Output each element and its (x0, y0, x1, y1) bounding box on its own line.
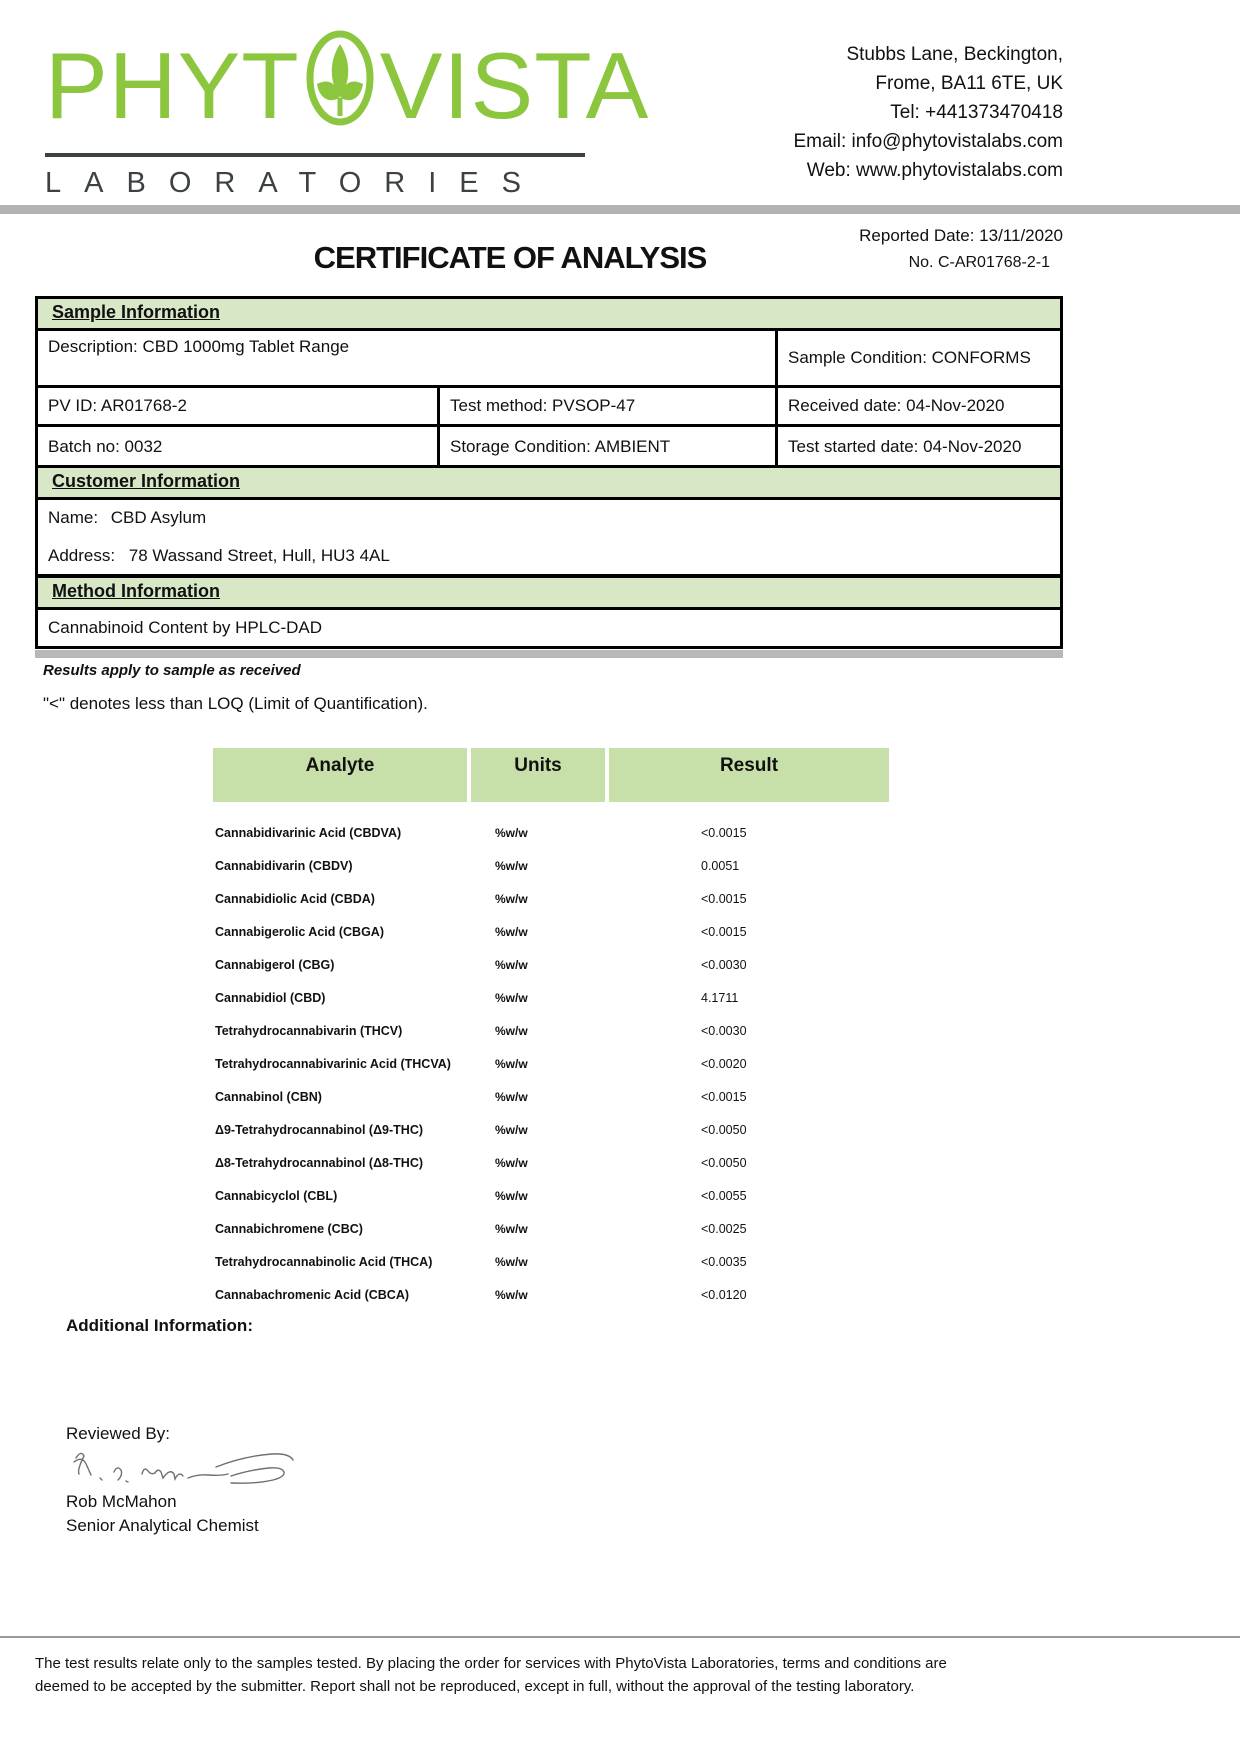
units-cell: %w/w (495, 1155, 528, 1170)
customer-name-line (48, 508, 206, 528)
result-cell: <0.0050 (701, 1155, 747, 1170)
analyte-cell: Cannabidiol (CBD) (215, 990, 326, 1005)
sample-batch-row (38, 427, 1060, 466)
table-row (213, 1047, 889, 1080)
analyte-cell: Tetrahydrocannabivarin (THCV) (215, 1023, 403, 1038)
phytovista-logo (45, 28, 650, 200)
test-started-date: Test started date: 04-Nov-2020 (788, 436, 1022, 456)
table-row (213, 981, 889, 1014)
pv-id: PV ID: AR01768-2 (38, 388, 440, 424)
result-cell: 4.1711 (701, 990, 739, 1005)
units-cell: %w/w (495, 1254, 528, 1269)
sample-information-box (35, 296, 1063, 469)
analyte-cell: Tetrahydrocannabivarinic Acid (THCVA) (215, 1056, 451, 1071)
analyte-cell: Cannabachromenic Acid (CBCA) (215, 1287, 410, 1302)
logo-text-part2: VISTA (379, 32, 650, 138)
analyte-cell: Δ9-Tetrahydrocannabinol (Δ9-THC) (215, 1122, 424, 1137)
customer-address-label: Address: (48, 546, 116, 565)
result-cell: <0.0030 (701, 957, 747, 972)
contact-address-line1: Stubbs Lane, Beckington, (846, 44, 1063, 65)
logo-subtitle: LABORATORIES (45, 167, 544, 199)
units-cell: %w/w (495, 1287, 528, 1302)
footer-line1: The test results relate only to the samples tested. By placing the order for services with PhytoVista Laboratories, terms and conditions are (35, 1655, 947, 1672)
document-title: CERTIFICATE OF ANALYSIS (313, 240, 707, 275)
contact-email: Email: info@phytovistalabs.com (793, 131, 1063, 152)
result-cell: <0.0015 (701, 825, 747, 840)
result-cell: <0.0015 (701, 924, 747, 939)
table-row (213, 1278, 889, 1311)
customer-information-header (38, 468, 1060, 500)
footer-disclaimer (35, 1652, 1205, 1698)
contact-web: Web: www.phytovistalabs.com (806, 160, 1063, 181)
table-row (213, 1146, 889, 1179)
customer-name-value: CBD Asylum (110, 508, 207, 527)
table-row (213, 915, 889, 948)
reviewed-by-label: Reviewed By: (66, 1424, 170, 1443)
analyte-cell: Cannabigerolic Acid (CBGA) (215, 924, 384, 939)
analyte-cell: Tetrahydrocannabinolic Acid (THCA) (215, 1254, 433, 1269)
units-cell: %w/w (495, 957, 528, 972)
footer-divider (0, 1636, 1240, 1638)
analyte-column-header: Analyte (213, 748, 467, 802)
result-column-header: Result (609, 748, 889, 802)
result-cell: <0.0050 (701, 1122, 747, 1137)
result-cell: <0.0035 (701, 1254, 747, 1269)
customer-information-box (35, 465, 1063, 577)
result-cell: <0.0020 (701, 1056, 747, 1071)
footer-line2: deemed to be accepted by the submitter. Report shall not be reproduced, except in full, without the approval of the testing laboratory. (35, 1678, 915, 1695)
units-cell: %w/w (495, 1023, 528, 1038)
customer-address-value: 78 Wassand Street, Hull, HU3 4AL (128, 546, 390, 565)
table-row (213, 1245, 889, 1278)
leaf-icon (303, 28, 377, 143)
analyte-cell: Cannabidiolic Acid (CBDA) (215, 891, 375, 906)
customer-information-title: Customer Information (52, 471, 241, 491)
units-cell: %w/w (495, 1188, 528, 1203)
method-information-title: Method Information (52, 581, 220, 601)
sample-description-row (38, 331, 1060, 388)
result-cell: <0.0015 (701, 1089, 747, 1104)
units-cell: %w/w (495, 1089, 528, 1104)
header-divider-bar (0, 205, 1240, 214)
table-row (213, 1212, 889, 1245)
table-row (213, 816, 889, 849)
analyte-cell: Cannabigerol (CBG) (215, 957, 335, 972)
analyte-cell: Cannabinol (CBN) (215, 1089, 322, 1104)
received-date: Received date: 04-Nov-2020 (788, 396, 1005, 415)
table-row (213, 1014, 889, 1047)
result-cell: <0.0030 (701, 1023, 747, 1038)
analyte-cell: Δ8-Tetrahydrocannabinol (Δ8-THC) (215, 1155, 424, 1170)
table-row (213, 948, 889, 981)
customer-details (38, 500, 1060, 574)
units-cell: %w/w (495, 1056, 528, 1071)
table-row (213, 1179, 889, 1212)
sample-description: Description: CBD 1000mg Tablet Range (38, 331, 778, 385)
result-cell: <0.0015 (701, 891, 747, 906)
reviewer-title: Senior Analytical Chemist (66, 1516, 259, 1535)
units-cell: %w/w (495, 1122, 528, 1137)
contact-address-line2: Frome, BA11 6TE, UK (875, 73, 1063, 94)
method-information-box (35, 575, 1063, 649)
table-row (213, 882, 889, 915)
table-row (213, 1080, 889, 1113)
reported-date: Reported Date: 13/11/2020 (859, 226, 1063, 245)
units-cell: %w/w (495, 924, 528, 939)
test-method: Test method: PVSOP-47 (440, 388, 778, 424)
table-row (213, 849, 889, 882)
results-table-header (213, 748, 889, 802)
result-cell: <0.0055 (701, 1188, 747, 1203)
units-cell: %w/w (495, 1221, 528, 1236)
logo-divider (45, 153, 585, 157)
analyte-cell: Cannabicyclol (CBL) (215, 1188, 338, 1203)
storage-condition: Storage Condition: AMBIENT (440, 427, 778, 466)
logo-wordmark (45, 28, 650, 143)
customer-address-line (48, 546, 390, 566)
analyte-cell: Cannabidivarinic Acid (CBDVA) (215, 825, 402, 840)
units-cell: %w/w (495, 858, 528, 873)
units-column-header: Units (471, 748, 605, 802)
units-cell: %w/w (495, 825, 528, 840)
result-cell: <0.0120 (701, 1287, 747, 1302)
batch-no: Batch no: 0032 (38, 427, 440, 466)
additional-information-label: Additional Information: (66, 1316, 253, 1335)
certificate-number: No. C-AR01768-2-1 (908, 254, 1050, 271)
customer-name-label: Name: (48, 508, 99, 527)
logo-text-part1: PHYT (45, 32, 300, 138)
lab-contact-info (793, 40, 1063, 185)
result-cell: 0.0051 (701, 858, 740, 873)
results-table-body (213, 816, 889, 1311)
results-note: Results apply to sample as received (43, 662, 301, 679)
method-name: Cannabinoid Content by HPLC-DAD (48, 618, 323, 637)
sample-information-header (38, 299, 1060, 331)
sample-condition: Sample Condition: CONFORMS (788, 348, 1031, 367)
result-cell: <0.0025 (701, 1221, 747, 1236)
reviewer-name: Rob McMahon (66, 1492, 177, 1511)
analyte-cell: Cannabidivarin (CBDV) (215, 858, 353, 873)
section-divider-bar (35, 650, 1063, 658)
signature-scribble (66, 1446, 306, 1497)
table-row (213, 1113, 889, 1146)
sample-ids-row (38, 388, 1060, 427)
loq-note: "<" denotes less than LOQ (Limit of Quantification). (43, 694, 428, 713)
contact-tel: Tel: +441373470418 (890, 102, 1063, 123)
results-table (213, 748, 889, 1311)
method-information-header (38, 578, 1060, 610)
sample-information-title: Sample Information (52, 302, 221, 322)
analyte-cell: Cannabichromene (CBC) (215, 1221, 363, 1236)
units-cell: %w/w (495, 891, 528, 906)
units-cell: %w/w (495, 990, 528, 1005)
